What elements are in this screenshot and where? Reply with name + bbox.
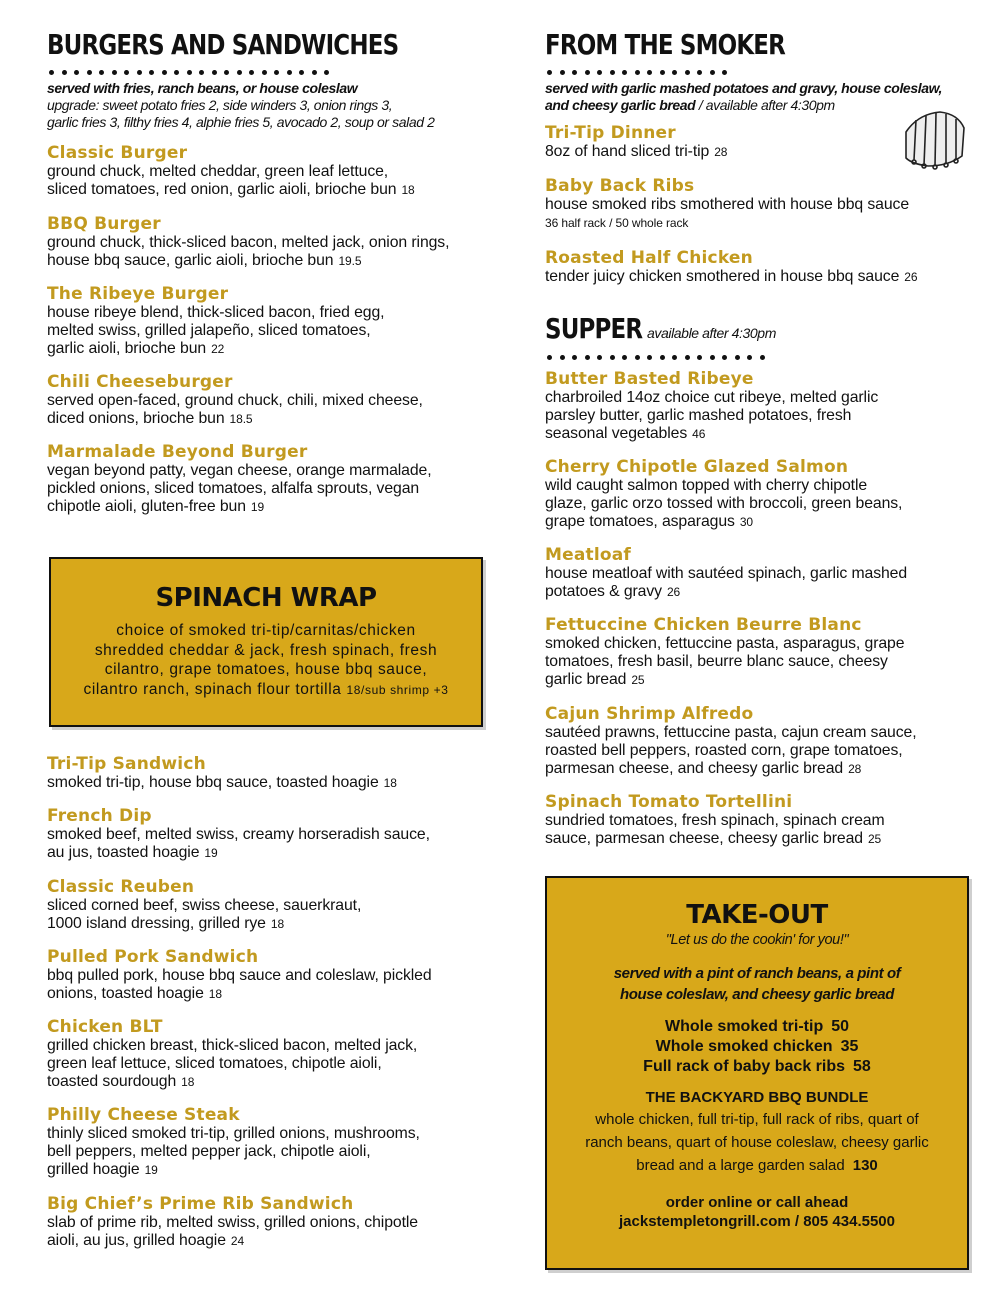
description-text: ground chuck, thick-sliced bacon, melted jack, onion rings, bbox=[47, 234, 450, 251]
description-text: ground chuck, melted cheddar, green leaf lettuce, bbox=[47, 163, 389, 180]
menu-item-description bbox=[47, 234, 497, 270]
menu-item bbox=[47, 1194, 497, 1250]
takeout-option-price: 35 bbox=[840, 1038, 859, 1055]
menu-item-description bbox=[545, 477, 975, 531]
menu-item-name: Classic Reuben bbox=[47, 877, 195, 897]
description-line bbox=[545, 653, 975, 671]
takeout-option bbox=[547, 1017, 967, 1037]
menu-item-name: Chicken BLT bbox=[47, 1017, 163, 1037]
description-text: sautéed prawns, fettuccine pasta, cajun cream sauce, bbox=[545, 724, 917, 741]
description-line bbox=[545, 196, 975, 214]
menu-item-price: 18 bbox=[208, 987, 222, 1001]
dot bbox=[722, 355, 727, 360]
description-text: slab of prime rib, melted swiss, grilled onions, chipotle bbox=[47, 1214, 418, 1231]
description-line bbox=[47, 163, 497, 181]
description-text: sauce, parmesan cheese, cheesy garlic bread bbox=[545, 830, 863, 847]
dot bbox=[560, 355, 565, 360]
menu-item bbox=[47, 877, 497, 933]
description-text: parsley butter, garlic mashed potatoes, fresh bbox=[545, 407, 852, 424]
description-text: charbroiled 14oz choice cut ribeye, melted garlic bbox=[545, 389, 879, 406]
description-text: potatoes & gravy bbox=[545, 583, 662, 600]
wrap-line bbox=[51, 680, 481, 701]
description-text: aioli, au jus, grilled hoagie bbox=[47, 1232, 226, 1249]
menu-item-description bbox=[47, 392, 497, 428]
supper-dots bbox=[547, 355, 765, 360]
takeout-option-label: Whole smoked chicken bbox=[655, 1038, 833, 1055]
menu-item-price: 30 bbox=[739, 515, 753, 529]
description-text: au jus, toasted hoagie bbox=[47, 844, 200, 861]
spinach-wrap-price: 18/sub shrimp +3 bbox=[346, 682, 449, 697]
description-text: served open-faced, ground chuck, chili, mixed cheese, bbox=[47, 392, 423, 409]
takeout-contact[interactable]: jackstempletongrill.com / 805 434.5500 bbox=[619, 1213, 895, 1230]
description-text: toasted sourdough bbox=[47, 1073, 177, 1090]
dot bbox=[747, 355, 752, 360]
description-line bbox=[47, 826, 497, 844]
menu-item-name: Tri-Tip Dinner bbox=[545, 123, 676, 143]
takeout-box bbox=[545, 876, 969, 1270]
description-text: onions, toasted hoagie bbox=[47, 985, 204, 1002]
menu-item-name: Philly Cheese Steak bbox=[47, 1105, 240, 1125]
dot bbox=[560, 70, 565, 75]
smoker-served-line1: served with garlic mashed potatoes and gravy, house coleslaw, bbox=[545, 80, 943, 96]
menu-item bbox=[545, 176, 975, 232]
menu-item bbox=[47, 754, 497, 792]
description-text: chipotle aioli, gluten-free bun bbox=[47, 498, 246, 515]
menu-item bbox=[47, 143, 497, 199]
description-line bbox=[47, 498, 497, 516]
menu-item bbox=[47, 372, 497, 428]
description-text: diced onions, brioche bun bbox=[47, 410, 225, 427]
bundle-line bbox=[547, 1154, 967, 1177]
description-text: house ribeye blend, thick-sliced bacon, fried egg, bbox=[47, 304, 385, 321]
menu-item-price: 18.5 bbox=[229, 412, 253, 426]
menu-item-description bbox=[47, 774, 497, 792]
description-line bbox=[47, 1143, 497, 1161]
dot bbox=[610, 70, 615, 75]
description-text: grilled hoagie bbox=[47, 1161, 140, 1178]
bundle-price: 130 bbox=[852, 1157, 878, 1174]
description-text: glaze, garlic orzo tossed with broccoli, green beans, bbox=[545, 495, 903, 512]
menu-item-name: Big Chief’s Prime Rib Sandwich bbox=[47, 1194, 354, 1214]
dot bbox=[635, 355, 640, 360]
description-line bbox=[545, 830, 975, 848]
menu-item-description bbox=[47, 1037, 497, 1091]
takeout-option-label: Full rack of baby back ribs bbox=[643, 1058, 846, 1075]
dot bbox=[62, 70, 67, 75]
takeout-title: TAKE-OUT bbox=[686, 900, 828, 930]
description-line bbox=[545, 583, 975, 601]
menu-item bbox=[47, 284, 497, 358]
takeout-tagline: "Let us do the cookin' for you!" bbox=[665, 932, 849, 948]
description-line bbox=[545, 513, 975, 531]
menu-item-price: 46 bbox=[692, 427, 706, 441]
dot bbox=[660, 70, 665, 75]
menu-item bbox=[545, 615, 975, 689]
menu-item-description bbox=[47, 163, 497, 199]
description-line bbox=[47, 462, 497, 480]
dot bbox=[685, 70, 690, 75]
menu-item bbox=[545, 369, 975, 443]
description-line bbox=[545, 635, 975, 653]
description-line bbox=[545, 268, 975, 286]
description-line bbox=[47, 410, 497, 428]
menu-item-price: 36 half rack / 50 whole rack bbox=[545, 216, 689, 230]
dot bbox=[87, 70, 92, 75]
description-line bbox=[47, 915, 497, 933]
menu-item-price: 18 bbox=[181, 1075, 195, 1089]
description-line bbox=[47, 1125, 497, 1143]
menu-item bbox=[545, 704, 975, 778]
spinach-wrap-title: SPINACH WRAP bbox=[155, 583, 377, 613]
description-text: house smoked ribs smothered with house bbq sauce bbox=[545, 196, 910, 213]
dot bbox=[597, 355, 602, 360]
bundle-line-text: whole chicken, full tri-tip, full rack of ribs, quart of bbox=[595, 1111, 919, 1128]
smoker-served-line2: and cheesy garlic bread bbox=[545, 97, 696, 113]
menu-item-name: The Ribeye Burger bbox=[47, 284, 229, 304]
dot bbox=[622, 70, 627, 75]
dot bbox=[597, 70, 602, 75]
menu-item-price: 19 bbox=[250, 500, 265, 514]
dot bbox=[287, 70, 292, 75]
description-text: tender juicy chicken smothered in house bbq sauce bbox=[545, 268, 900, 285]
dot bbox=[137, 70, 142, 75]
takeout-option-price: 50 bbox=[831, 1018, 850, 1035]
dot bbox=[660, 355, 665, 360]
menu-item-name: Cajun Shrimp Alfredo bbox=[545, 704, 754, 724]
menu-item-price: 19 bbox=[204, 846, 218, 860]
dot bbox=[99, 70, 104, 75]
dot bbox=[224, 70, 229, 75]
menu-item-name: Butter Basted Ribeye bbox=[545, 369, 754, 389]
bundle-line bbox=[547, 1108, 967, 1131]
description-line bbox=[545, 495, 975, 513]
description-text: garlic aioli, brioche bun bbox=[47, 340, 207, 357]
menu-item-price: 18 bbox=[401, 183, 415, 197]
description-line bbox=[47, 181, 497, 199]
description-line bbox=[47, 774, 497, 792]
menu-item bbox=[545, 457, 975, 531]
description-text: sliced tomatoes, red onion, garlic aioli, brioche bun bbox=[47, 181, 397, 198]
description-line bbox=[47, 234, 497, 252]
dot bbox=[697, 70, 702, 75]
menu-item bbox=[545, 792, 975, 848]
menu-item bbox=[47, 214, 497, 270]
menu-item-price: 25 bbox=[867, 832, 882, 846]
description-line bbox=[545, 812, 975, 830]
menu-item bbox=[47, 947, 497, 1003]
takeout-option bbox=[547, 1057, 967, 1077]
description-line bbox=[47, 1214, 497, 1232]
description-line bbox=[545, 565, 975, 583]
burgers-upgrade-line2: garlic fries 3, filthy fries 4, alphie fries 5, avocado 2, soup or salad 2 bbox=[47, 114, 435, 130]
takeout-order-line: order online or call ahead bbox=[665, 1194, 849, 1211]
description-line bbox=[545, 671, 975, 689]
menu-item-description bbox=[545, 724, 975, 778]
description-text: house bbq sauce, garlic aioli, brioche bun bbox=[47, 252, 334, 269]
description-text: 8oz of hand sliced tri-tip bbox=[545, 143, 710, 160]
smoker-title: FROM THE SMOKER bbox=[545, 28, 786, 61]
dot bbox=[187, 70, 192, 75]
menu-item bbox=[47, 806, 497, 862]
description-line bbox=[545, 389, 975, 407]
menu-item-name: BBQ Burger bbox=[47, 214, 161, 234]
dot bbox=[672, 70, 677, 75]
menu-item-description bbox=[47, 304, 497, 358]
description-text: grape tomatoes, asparagus bbox=[545, 513, 735, 530]
description-line bbox=[47, 340, 497, 358]
menu-item-name: Baby Back Ribs bbox=[545, 176, 695, 196]
dot bbox=[112, 70, 117, 75]
description-line bbox=[47, 1161, 497, 1179]
description-line bbox=[545, 425, 975, 443]
dot bbox=[647, 355, 652, 360]
menu-item-price: 18 bbox=[270, 917, 285, 931]
wrap-line bbox=[51, 621, 481, 641]
bundle-description bbox=[547, 1108, 967, 1177]
menu-item-name: Fettuccine Chicken Beurre Blanc bbox=[545, 615, 862, 635]
menu-item-price: 18 bbox=[383, 776, 397, 790]
dot bbox=[685, 355, 690, 360]
description-line bbox=[545, 407, 975, 425]
takeout-served-line1: served with a pint of ranch beans, a pint of bbox=[613, 965, 901, 982]
dot bbox=[585, 355, 590, 360]
description-line bbox=[47, 322, 497, 340]
burgers-title: BURGERS AND SANDWICHES bbox=[47, 28, 399, 61]
dot bbox=[722, 70, 727, 75]
description-line bbox=[47, 1232, 497, 1250]
menu-item-name: Classic Burger bbox=[47, 143, 188, 163]
menu-item-price: 19 bbox=[144, 1163, 158, 1177]
burgers-header bbox=[47, 28, 475, 61]
menu-item-description bbox=[545, 268, 975, 286]
smoker-dots bbox=[547, 70, 727, 75]
description-text: vegan beyond patty, vegan cheese, orange marmalade, bbox=[47, 462, 432, 479]
menu-item-description bbox=[545, 635, 975, 689]
menu-item bbox=[47, 442, 497, 516]
dot bbox=[672, 355, 677, 360]
dot bbox=[585, 70, 590, 75]
menu-item-name: Roasted Half Chicken bbox=[545, 248, 753, 268]
description-text: smoked beef, melted swiss, creamy horseradish sauce, bbox=[47, 826, 430, 843]
smoker-header bbox=[545, 28, 838, 61]
dot bbox=[274, 70, 279, 75]
dot bbox=[710, 355, 715, 360]
menu-item-price: 19.5 bbox=[338, 254, 362, 268]
description-line bbox=[545, 742, 975, 760]
wrap-line bbox=[51, 660, 481, 680]
dot bbox=[572, 70, 577, 75]
description-line bbox=[47, 304, 497, 322]
description-text: bell peppers, melted pepper jack, chipotle aioli, bbox=[47, 1143, 371, 1160]
menu-item-description bbox=[545, 565, 975, 601]
description-line bbox=[545, 760, 975, 778]
menu-item-price: 22 bbox=[211, 342, 225, 356]
takeout-option bbox=[547, 1037, 967, 1057]
menu-item-price: 26 bbox=[666, 585, 681, 599]
dot bbox=[49, 70, 54, 75]
description-line bbox=[545, 724, 975, 742]
description-text: sliced corned beef, swiss cheese, sauerkraut, bbox=[47, 897, 362, 914]
menu-item-description bbox=[47, 967, 497, 1003]
dot bbox=[647, 70, 652, 75]
menu-item-description bbox=[545, 389, 975, 443]
dot bbox=[547, 355, 552, 360]
description-line bbox=[47, 392, 497, 410]
menu-item-price: 28 bbox=[714, 145, 728, 159]
dot bbox=[697, 355, 702, 360]
smoker-available: / available after 4:30pm bbox=[695, 97, 835, 113]
menu-item-name: Chili Cheeseburger bbox=[47, 372, 233, 392]
description-line bbox=[47, 1073, 497, 1091]
menu-item-name: Cherry Chipotle Glazed Salmon bbox=[545, 457, 849, 477]
description-line bbox=[47, 252, 497, 270]
bundle-line-text: ranch beans, quart of house coleslaw, cheesy garlic bbox=[585, 1134, 929, 1151]
description-line bbox=[47, 480, 497, 498]
supper-available: available after 4:30pm bbox=[647, 325, 776, 341]
description-text: pickled onions, sliced tomatoes, alfalfa sprouts, vegan bbox=[47, 480, 420, 497]
description-text: wild caught salmon topped with cherry chipotle bbox=[545, 477, 868, 494]
bundle-line bbox=[547, 1131, 967, 1154]
menu-item bbox=[47, 1105, 497, 1179]
dot bbox=[299, 70, 304, 75]
menu-item-description bbox=[47, 1125, 497, 1179]
description-line bbox=[47, 967, 497, 985]
dot bbox=[149, 70, 154, 75]
description-text: seasonal vegetables bbox=[545, 425, 688, 442]
dot bbox=[262, 70, 267, 75]
dot bbox=[710, 70, 715, 75]
dot bbox=[212, 70, 217, 75]
dot bbox=[735, 355, 740, 360]
burgers-served-line: served with fries, ranch beans, or house coleslaw bbox=[47, 80, 358, 96]
bundle-title: THE BACKYARD BBQ BUNDLE bbox=[645, 1089, 869, 1106]
description-text: bbq pulled pork, house bbq sauce and coleslaw, pickled bbox=[47, 967, 432, 984]
menu-item-description bbox=[47, 826, 497, 862]
supper-title: SUPPER bbox=[545, 312, 643, 345]
description-text: roasted bell peppers, roasted corn, grape tomatoes, bbox=[545, 742, 903, 759]
menu-item-description bbox=[47, 462, 497, 516]
dot bbox=[162, 70, 167, 75]
description-text: green leaf lettuce, sliced tomatoes, chipotle aioli, bbox=[47, 1055, 382, 1072]
dot bbox=[199, 70, 204, 75]
description-text: tomatoes, fresh basil, beurre blanc sauce, cheesy bbox=[545, 653, 888, 670]
menu-item-price: 26 bbox=[904, 270, 918, 284]
menu-item-description bbox=[545, 196, 975, 232]
menu-item-name: Tri-Tip Sandwich bbox=[47, 754, 206, 774]
dot bbox=[312, 70, 317, 75]
description-text: smoked chicken, fettuccine pasta, asparagus, grape bbox=[545, 635, 905, 652]
description-line bbox=[47, 844, 497, 862]
menu-item-name: Spinach Tomato Tortellini bbox=[545, 792, 793, 812]
description-line bbox=[545, 143, 975, 161]
description-text: grilled chicken breast, thick-sliced bacon, melted jack, bbox=[47, 1037, 418, 1054]
spinach-wrap-box bbox=[49, 557, 483, 727]
description-line bbox=[47, 1055, 497, 1073]
dot bbox=[547, 70, 552, 75]
spinach-wrap-description bbox=[51, 621, 481, 700]
description-line bbox=[545, 477, 975, 495]
dot bbox=[124, 70, 129, 75]
menu-item-description bbox=[47, 1214, 497, 1250]
dot bbox=[174, 70, 179, 75]
menu-item bbox=[47, 1017, 497, 1091]
menu-item-name: French Dip bbox=[47, 806, 152, 826]
wrap-line-text: shredded cheddar & jack, fresh spinach, fresh bbox=[94, 641, 438, 659]
description-text: smoked tri-tip, house bbq sauce, toasted hoagie bbox=[47, 774, 379, 791]
description-text: parmesan cheese, and cheesy garlic bread bbox=[545, 760, 844, 777]
description-text: thinly sliced smoked tri-tip, grilled onions, mushrooms, bbox=[47, 1125, 420, 1142]
description-text: melted swiss, grilled jalapeño, sliced tomatoes, bbox=[47, 322, 371, 339]
supper-header bbox=[545, 312, 776, 345]
takeout-option-price: 58 bbox=[853, 1058, 871, 1075]
menu-item bbox=[545, 545, 975, 601]
dot bbox=[572, 355, 577, 360]
menu-item-description bbox=[545, 143, 975, 161]
dot bbox=[324, 70, 329, 75]
description-line bbox=[47, 985, 497, 1003]
menu-item-price: 24 bbox=[230, 1234, 245, 1248]
burgers-dots bbox=[49, 70, 329, 75]
takeout-option-label: Whole smoked tri-tip bbox=[664, 1018, 824, 1035]
menu-item-name: Marmalade Beyond Burger bbox=[47, 442, 308, 462]
description-line bbox=[47, 1037, 497, 1055]
description-text: 1000 island dressing, grilled rye bbox=[47, 915, 266, 932]
description-text: sundried tomatoes, fresh spinach, spinach cream bbox=[545, 812, 885, 829]
dot bbox=[635, 70, 640, 75]
dot bbox=[760, 355, 765, 360]
burgers-upgrade-line1: upgrade: sweet potato fries 2, side winders 3, onion rings 3, bbox=[47, 97, 393, 113]
menu-item bbox=[545, 248, 975, 286]
menu-item-name: Pulled Pork Sandwich bbox=[47, 947, 259, 967]
description-line bbox=[47, 897, 497, 915]
menu-item-description bbox=[47, 897, 497, 933]
wrap-line-text: choice of smoked tri-tip/carnitas/chicken bbox=[116, 622, 416, 639]
menu-item-price: 25 bbox=[631, 673, 645, 687]
dot bbox=[610, 355, 615, 360]
menu-item-name: Meatloaf bbox=[545, 545, 632, 565]
wrap-line-text: cilantro, grape tomatoes, house bbq sauce, bbox=[104, 661, 428, 678]
description-text: garlic bread bbox=[545, 671, 627, 688]
wrap-line-text: cilantro ranch, spinach flour tortilla bbox=[83, 680, 342, 698]
bundle-line-text: bread and a large garden salad bbox=[636, 1157, 845, 1174]
takeout-served-line2: house coleslaw, and cheesy garlic bread bbox=[620, 986, 894, 1003]
description-text: house meatloaf with sautéed spinach, garlic mashed bbox=[545, 565, 908, 582]
dot bbox=[237, 70, 242, 75]
dot bbox=[74, 70, 79, 75]
menu-item-price: 28 bbox=[848, 762, 862, 776]
takeout-options bbox=[547, 1017, 967, 1077]
menu-item bbox=[545, 123, 975, 161]
wrap-line bbox=[51, 641, 481, 661]
menu-item-description bbox=[545, 812, 975, 848]
dot bbox=[249, 70, 254, 75]
burgers-served bbox=[47, 80, 517, 131]
dot bbox=[622, 355, 627, 360]
